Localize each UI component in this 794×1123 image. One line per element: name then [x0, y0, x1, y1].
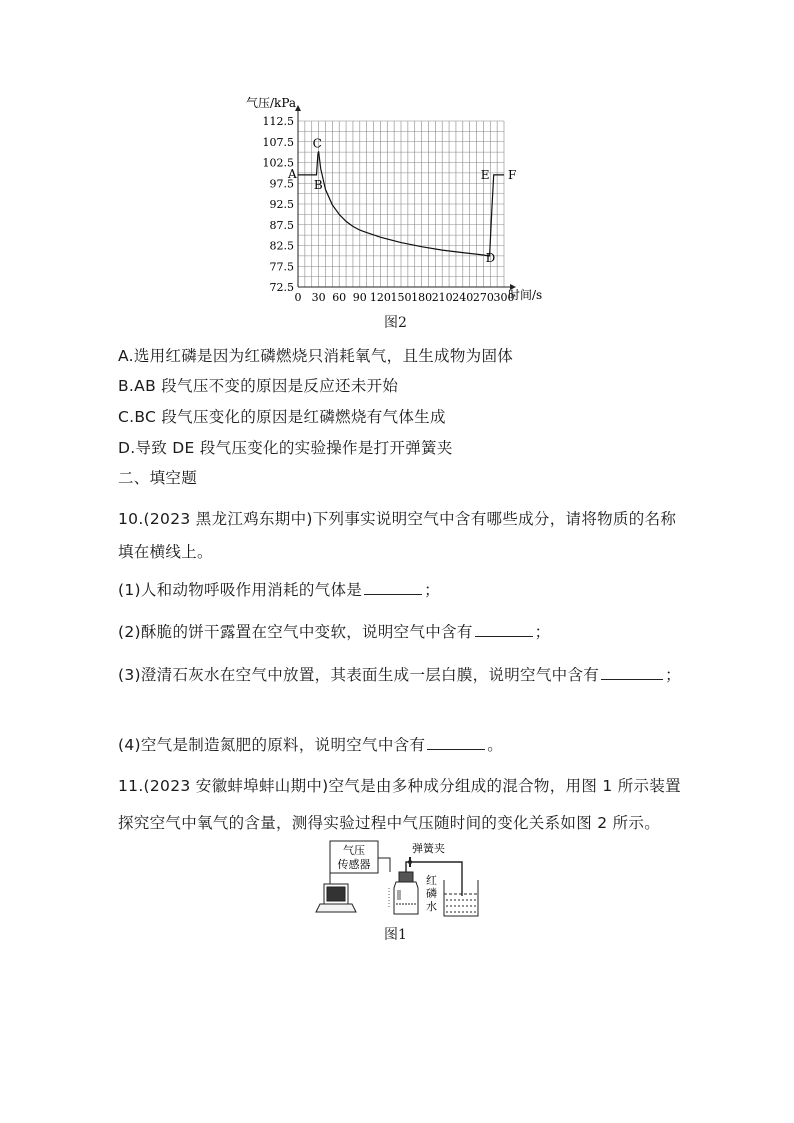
option-a: A.选用红磷是因为红磷燃烧只消耗氧气，且生成物为固体	[118, 347, 514, 365]
y-tick-label: 72.5	[269, 281, 294, 294]
point-label-b: B	[313, 177, 323, 192]
q10-part1-text: (1)人和动物呼吸作用消耗的气体是	[118, 581, 363, 599]
q10-part1	[118, 578, 440, 600]
q11-stem-line2: 探究空气中氧气的含量，测得实验过程中气压随时间的变化关系如图 2 所示。	[118, 814, 661, 832]
point-label-a: A	[288, 166, 297, 181]
y-tick-label: 87.5	[269, 218, 294, 232]
x-tick-label: 270	[472, 291, 494, 304]
x-tick-label: 240	[452, 291, 474, 304]
computer-icon	[316, 884, 356, 912]
sensor-tube	[378, 858, 390, 872]
y-tick-label: 102.5	[262, 156, 294, 170]
phosphorus-label-1: 红	[426, 874, 437, 887]
option-d: D.导致 DE 段气压变化的实验操作是打开弹簧夹	[118, 439, 453, 457]
y-tick-label: 112.5	[262, 115, 294, 128]
x-tick-label: 0	[294, 291, 302, 304]
q10-part3-end: ；	[665, 666, 681, 684]
q10-part2-text: (2)酥脆的饼干露置在空气中变软，说明空气中含有	[118, 623, 473, 641]
x-tick-label: 120	[369, 291, 391, 304]
q10-part1-end: ；	[424, 581, 440, 599]
pressure-time-chart	[240, 92, 570, 312]
q10-part4-text: (4)空气是制造氮肥的原料，说明空气中含有	[118, 736, 426, 754]
figure1-caption: 图1	[384, 927, 407, 943]
clamp-label: 弹簧夹	[412, 842, 445, 855]
q10-part2-end: ；	[534, 623, 551, 641]
q10-part3	[118, 663, 681, 685]
phosphorus-label-2: 磷	[426, 887, 437, 900]
water-beaker	[444, 880, 478, 916]
x-tick-label: 30	[311, 291, 326, 304]
chart-grid	[298, 121, 504, 287]
sensor-label-line1: 气压	[343, 844, 365, 857]
x-tick-label: 60	[332, 291, 347, 304]
y-tick-label: 77.5	[269, 260, 294, 274]
q10-part4-blank[interactable]	[427, 748, 485, 750]
x-axis-label: 时间/s	[508, 288, 543, 302]
figure2-caption: 图2	[384, 315, 407, 331]
y-tick-label: 82.5	[269, 239, 294, 253]
q11-stem-line1: 11.(2023 安徽蚌埠蚌山期中)空气是由多种成分组成的混合物，用图 1 所示装置	[118, 777, 681, 795]
q10-part3-blank[interactable]	[601, 678, 663, 680]
y-tick-label: 107.5	[262, 135, 294, 149]
q10-part4	[118, 733, 503, 755]
q10-part3-text: (3)澄清石灰水在空气中放置，其表面生成一层白膜，说明空气中含有	[118, 666, 600, 684]
section-title: 二、填空题	[118, 469, 198, 487]
point-label-f: F	[508, 167, 517, 182]
x-tick-label: 180	[411, 291, 433, 304]
apparatus-diagram	[310, 838, 490, 920]
point-label-e: E	[480, 167, 490, 182]
x-tick-label: 300	[493, 291, 515, 304]
q10-part4-end: 。	[487, 736, 504, 754]
y-tick-label: 97.5	[269, 177, 294, 191]
q10-part2	[118, 620, 550, 642]
water-label: 水	[426, 900, 437, 913]
q10-part2-blank[interactable]	[475, 635, 533, 637]
sensor-label-line2: 传感器	[337, 858, 371, 871]
q10-stem-line1: 10.(2023 黑龙江鸡东期中)下列事实说明空气中含有哪些成分，请将物质的名称	[118, 510, 677, 528]
point-label-d: D	[485, 250, 496, 265]
y-tick-label: 92.5	[269, 198, 294, 211]
gas-bottle	[389, 872, 418, 914]
option-c: C.BC 段气压变化的原因是红磷燃烧有气体生成	[118, 408, 446, 426]
x-tick-label: 150	[390, 291, 412, 304]
option-b: B.AB 段气压不变的原因是反应还未开始	[118, 377, 399, 395]
spring-clamp-knob	[408, 860, 412, 864]
q10-part1-blank[interactable]	[364, 593, 422, 595]
x-tick-label: 90	[352, 291, 367, 304]
chart-axes	[295, 105, 516, 290]
x-tick-label: 210	[431, 291, 453, 304]
q10-stem-line2: 填在横线上。	[118, 543, 213, 561]
point-label-c: C	[312, 136, 322, 151]
y-axis-label: 气压/kPa	[246, 96, 297, 110]
